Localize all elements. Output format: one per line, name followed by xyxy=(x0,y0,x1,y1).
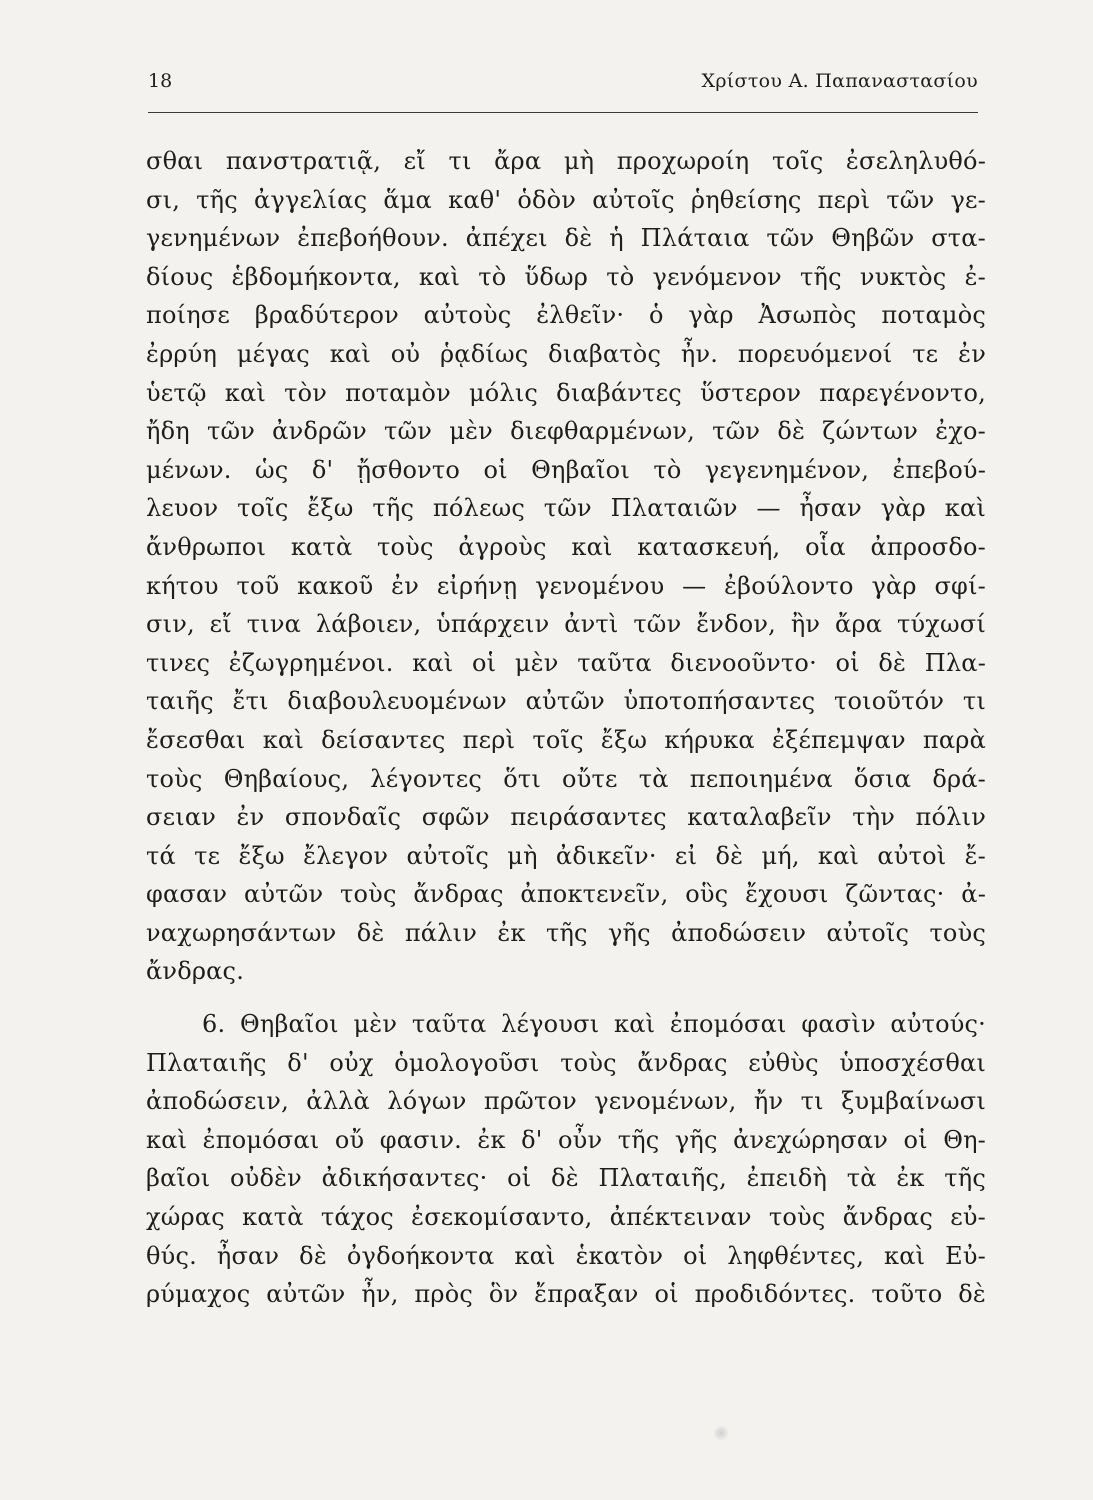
running-head: Χρίστου Α. Παπαναστασίου xyxy=(701,70,978,92)
text-line: βαῖοι οὐδὲν ἀδικήσαντες· οἱ δὲ Πλαταιῆς, ἐπειδὴ τὰ ἐκ τῆς xyxy=(146,1164,986,1193)
text-line: σθαι πανστρατιᾷ, εἴ τι ἄρα μὴ προχωροίη τοῖς ἐσεληλυθό- xyxy=(146,147,986,175)
text-line: ἀποδώσειν, ἀλλὰ λόγων πρῶτον γενομένων, ἤν τι ξυμβαίνωσι xyxy=(146,1087,986,1116)
page-body xyxy=(146,142,986,1314)
text-line: ρύμαχος αὐτῶν ἦν, πρὸς ὃν ἔπραξαν οἱ προδιδόντες. τοῦτο δὲ xyxy=(146,1280,986,1309)
text-line: κήτου τοῦ κακοῦ ἐν εἰρήνῃ γενομένου — ἐβούλοντο γὰρ σφί- xyxy=(146,571,986,600)
text-line: 6. Θηβαῖοι μὲν ταῦτα λέγουσι καὶ ἐπομόσαι φασὶν αὐτούς· xyxy=(202,1010,986,1039)
ink-smudge xyxy=(714,1424,728,1442)
text-line: ἄνδρας. xyxy=(146,957,245,986)
text-line: ὑετῷ καὶ τὸν ποταμὸν μόλις διαβάντες ὕστερον παρεγένοντο, xyxy=(146,378,986,407)
paragraph-2 xyxy=(146,1005,986,1314)
text-line: ταιῆς ἔτι διαβουλευομένων αὐτῶν ὑποτοπήσαντες τοιοῦτόν τι xyxy=(146,687,986,716)
text-line: καὶ ἐπομόσαι οὔ φασιν. ἐκ δ' οὖν τῆς γῆς ἀνεχώρησαν οἱ Θη- xyxy=(146,1125,986,1154)
text-line: ποίησε βραδύτερον αὐτοὺς ἐλθεῖν· ὁ γὰρ Ἀσωπὸς ποταμὸς xyxy=(146,301,986,330)
text-line: ἔσεσθαι καὶ δείσαντες περὶ τοῖς ἔξω κήρυκα ἐξέπεμψαν παρὰ xyxy=(146,725,986,754)
page-number: 18 xyxy=(148,70,173,92)
text-line: σιν, εἴ τινα λάβοιεν, ὑπάρχειν ἀντὶ τῶν ἔνδον, ἢν ἄρα τύχωσί xyxy=(146,610,986,639)
paragraph-1 xyxy=(146,142,986,991)
paragraph-gap xyxy=(146,991,986,1005)
page-header xyxy=(148,70,978,106)
text-line: τοὺς Θηβαίους, λέγοντες ὅτι οὔτε τὰ πεποιημένα ὅσια δρά- xyxy=(146,764,986,793)
text-line: μένων. ὡς δ' ᾔσθοντο οἱ Θηβαῖοι τὸ γεγενημένον, ἐπεβού- xyxy=(146,455,986,484)
text-line: γενημένων ἐπεβοήθουν. ἀπέχει δὲ ἡ Πλάταια τῶν Θηβῶν στα- xyxy=(146,224,986,253)
text-line: δίους ἑβδομήκοντα, καὶ τὸ ὕδωρ τὸ γενόμενον τῆς νυκτὸς ἐ- xyxy=(146,262,986,291)
text-line: φασαν αὐτῶν τοὺς ἄνδρας ἀποκτενεῖν, οὓς ἔχουσι ζῶντας· ἀ- xyxy=(146,880,986,909)
text-line: ἄνθρωποι κατὰ τοὺς ἀγροὺς καὶ κατασκευή, οἷα ἀπροσδο- xyxy=(146,532,986,561)
text-line: χώρας κατὰ τάχος ἐσεκομίσαντο, ἀπέκτειναν τοὺς ἄνδρας εὐ- xyxy=(146,1203,986,1232)
text-line: σι, τῆς ἀγγελίας ἅμα καθ' ὁδὸν αὐτοῖς ῥηθείσης περὶ τῶν γε- xyxy=(146,185,986,214)
header-rule xyxy=(148,112,978,113)
text-line: θύς. ἦσαν δὲ ὀγδοήκοντα καὶ ἑκατὸν οἱ ληφθέντες, καὶ Εὐ- xyxy=(146,1241,986,1270)
text-line: σειαν ἐν σπονδαῖς σφῶν πειράσαντες καταλαβεῖν τὴν πόλιν xyxy=(146,803,986,832)
text-line: τινες ἐζωγρημένοι. καὶ οἱ μὲν ταῦτα διενοοῦντο· οἱ δὲ Πλα- xyxy=(146,648,986,677)
text-line: ναχωρησάντων δὲ πάλιν ἐκ τῆς γῆς ἀποδώσειν αὐτοῖς τοὺς xyxy=(146,918,986,947)
text-line: λευον τοῖς ἔξω τῆς πόλεως τῶν Πλαταιῶν — ἦσαν γὰρ καὶ xyxy=(146,494,986,523)
text-line: ἤδη τῶν ἀνδρῶν τῶν μὲν διεφθαρμένων, τῶν δὲ ζώντων ἐχο- xyxy=(146,417,986,446)
text-line: Πλαταιῆς δ' οὐχ ὁμολογοῦσι τοὺς ἄνδρας εὐθὺς ὑποσχέσθαι xyxy=(146,1048,986,1077)
text-line: τά τε ἔξω ἔλεγον αὐτοῖς μὴ ἀδικεῖν· εἰ δὲ μή, καὶ αὐτοὶ ἔ- xyxy=(146,841,986,870)
text-line: ἐρρύη μέγας καὶ οὐ ῥᾳδίως διαβατὸς ἦν. πορευόμενοί τε ἐν xyxy=(146,339,986,368)
